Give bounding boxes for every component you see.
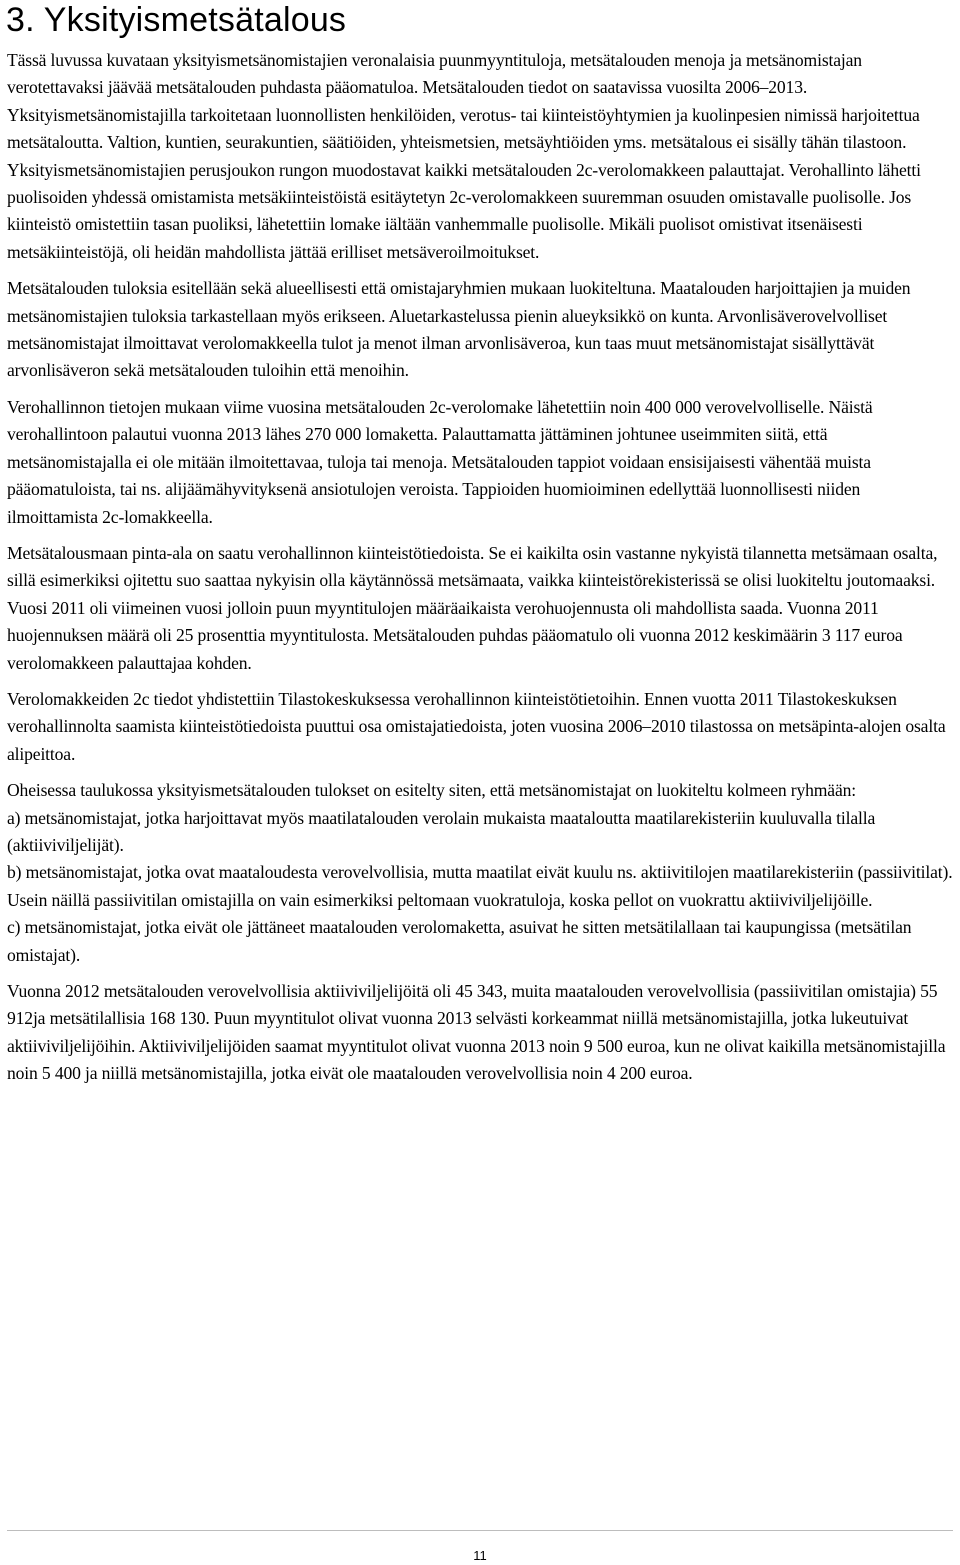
paragraph-results: Metsätalouden tuloksia esitellään sekä alueellisesti että omistajaryhmien mukaan luokiteltuna. Maatalouden harjoittajien ja muiden metsänomistajien tuloksia tarkastellaan myös erikseen. Aluetarkastelussa pienin alueyksikkö on kunta. Arvonlisäverovelvolliset metsänomistajat ilmoittavat verolomakkeella tulot ja menot ilman arvonlisäveroa, kun taas muut metsänomistajat sisällyttävät arvonlisäveron sekä metsätalouden tuloihin että menoihin. [7, 278, 911, 381]
paragraph-data-linking: Verolomakkeiden 2c tiedot yhdistettiin Tilastokeskuksessa verohallinnon kiinteistötietoihin. Ennen vuotta 2011 Tilastokeskuksen verohallinnolta saamista kiinteistötiedoista puuttui osa omistajatiedoista, joten vuosina 2006–2010 tilastossa on metsäpinta-alojen osalta alipeittoa. [7, 688, 946, 764]
paragraph-summary: Vuonna 2012 metsätalouden verovelvollisia aktiiviviljelijöitä oli 45 343, muita maatalouden verovelvollisia (passiivitilan omistajia) 55 912ja metsätilallisia 168 130. Puun myyntitulot olivat vuonna 2013 selvästi korkeammat niillä metsänomistajilla, jotka lukeutuivat aktiiviviljelijöihin. Aktiiviviljelijöiden saamat myyntitulot olivat vuonna 2013 noin 9 500 euroa, kun ne olivat kaikilla metsänomistajilla noin 5 400 ja niillä metsänomistajilla, jotka eivät ole maatalouden verovelvollisia noin 4 200 euroa. [7, 981, 946, 1084]
footer-divider [7, 1530, 953, 1531]
section-body [7, 47, 953, 1097]
paragraph-land-area: Metsätalousmaan pinta-ala on saatu verohallinnon kiinteistötiedoista. Se ei kaikilta osin vastanne nykyistä tilannetta metsämaan osalta, sillä esimerkiksi ojitettu suo saattaa nykyisin olla käytännössä metsämaata, vaikka kiinteistörekisterissä se olisi luokiteltu joutomaaksi. Vuosi 2011 oli viimeinen vuosi jolloin puun myyntitulojen määräaikaista verohuojennusta oli mahdollista saada. Vuonna 2011 huojennuksen määrä oli 25 prosenttia myyntitulosta. Metsätalouden puhdas pääomatulo oli vuonna 2012 keskimäärin 3 117 euroa verolomakkeen palauttajaa kohden. [7, 542, 938, 673]
list-item-group-a: a) metsänomistajat, jotka harjoittavat myös maatilatalouden verolain mukaista maataloutta maatilarekisteriin kuuluvalla tilalla (aktiiviviljelijät). [7, 807, 876, 855]
paragraph-intro: Tässä luvussa kuvataan yksityismetsänomistajien veronalaisia puunmyyntituloja, metsätalouden menoja ja metsänomistajan verotettavaksi jäävää metsätalouden puhdasta pääomatuloa. Metsätalouden tiedot on saatavissa vuosilta 2006–2013. Yksityismetsänomistajilla tarkoitetaan luonnollisten henkilöiden, verotus- tai kiinteistöyhtymien ja kuolinpesien nimissä harjoitettua metsätaloutta. Valtion, kuntien, seurakuntien, säätiöiden, yhteismetsien, metsäyhtiöiden yms. metsätalous ei sisälly tähän tilastoon. Yksityismetsänomistajien perusjoukon rungon muodostavat kaikki metsätalouden 2c-verolomakkeen palauttajat. Verohallinto lähetti puolisoiden yhdessä omistamista metsäkiinteistöistä esitäytetyn 2c-verolomakkeen suuremman osuuden omistavalle puolisolle. Jos kiinteistö omistettiin tasan puoliksi, lähetettiin lomake iältään vanhemmalle puolisolle. Mikäli puolisot omistivat itsenäisesti metsäkiinteistöjä, oli heidän mahdollista jättää erilliset metsäveroilmoitukset. [7, 50, 921, 262]
paragraph-group-intro: Oheisessa taulukossa yksityismetsätalouden tulokset on esitelty siten, että metsänomistajat on luokiteltu kolmeen ryhmään: [7, 780, 857, 801]
paragraph-tax-forms: Verohallinnon tietojen mukaan viime vuosina metsätalouden 2c-verolomake lähetettiin noin 400 000 verovelvolliselle. Näistä verohallintoon palautui vuonna 2013 lähes 270 000 lomaketta. Palauttamatta jättäminen johtunee useimmiten siitä, että metsänomistajalla ei ole mitään ilmoitettavaa, tuloja tai menoja. Metsätalouden tappiot voidaan ensisijaisesti vähentää muista pääomatuloista, tai ns. alijäämähyvityksenä ansiotulojen veroista. Tappioiden huomioiminen edellyttää luonnollisesti niiden ilmoittamista 2c-lomakkeella. [7, 396, 873, 527]
page-number: 11 [473, 1548, 487, 1563]
list-item-group-b: b) metsänomistajat, jotka ovat maataloudesta verovelvollisia, mutta maatilat eivät kuulu ns. aktiivitilojen maatilarekisteriin (passiivitilat). Usein näillä passiivitilan omistajilla on vain esimerkiksi peltomaan vuokratuloja, koska pellot on vuokrattu aktiiviviljelijöille. [7, 862, 953, 910]
list-item-group-c: c) metsänomistajat, jotka eivät ole jättäneet maatalouden verolomaketta, asuivat he sitten metsätilallaan tai kaupungissa (metsätilan omistajat). [7, 917, 912, 965]
section-heading: 3. Yksityismetsätalous [6, 1, 347, 39]
